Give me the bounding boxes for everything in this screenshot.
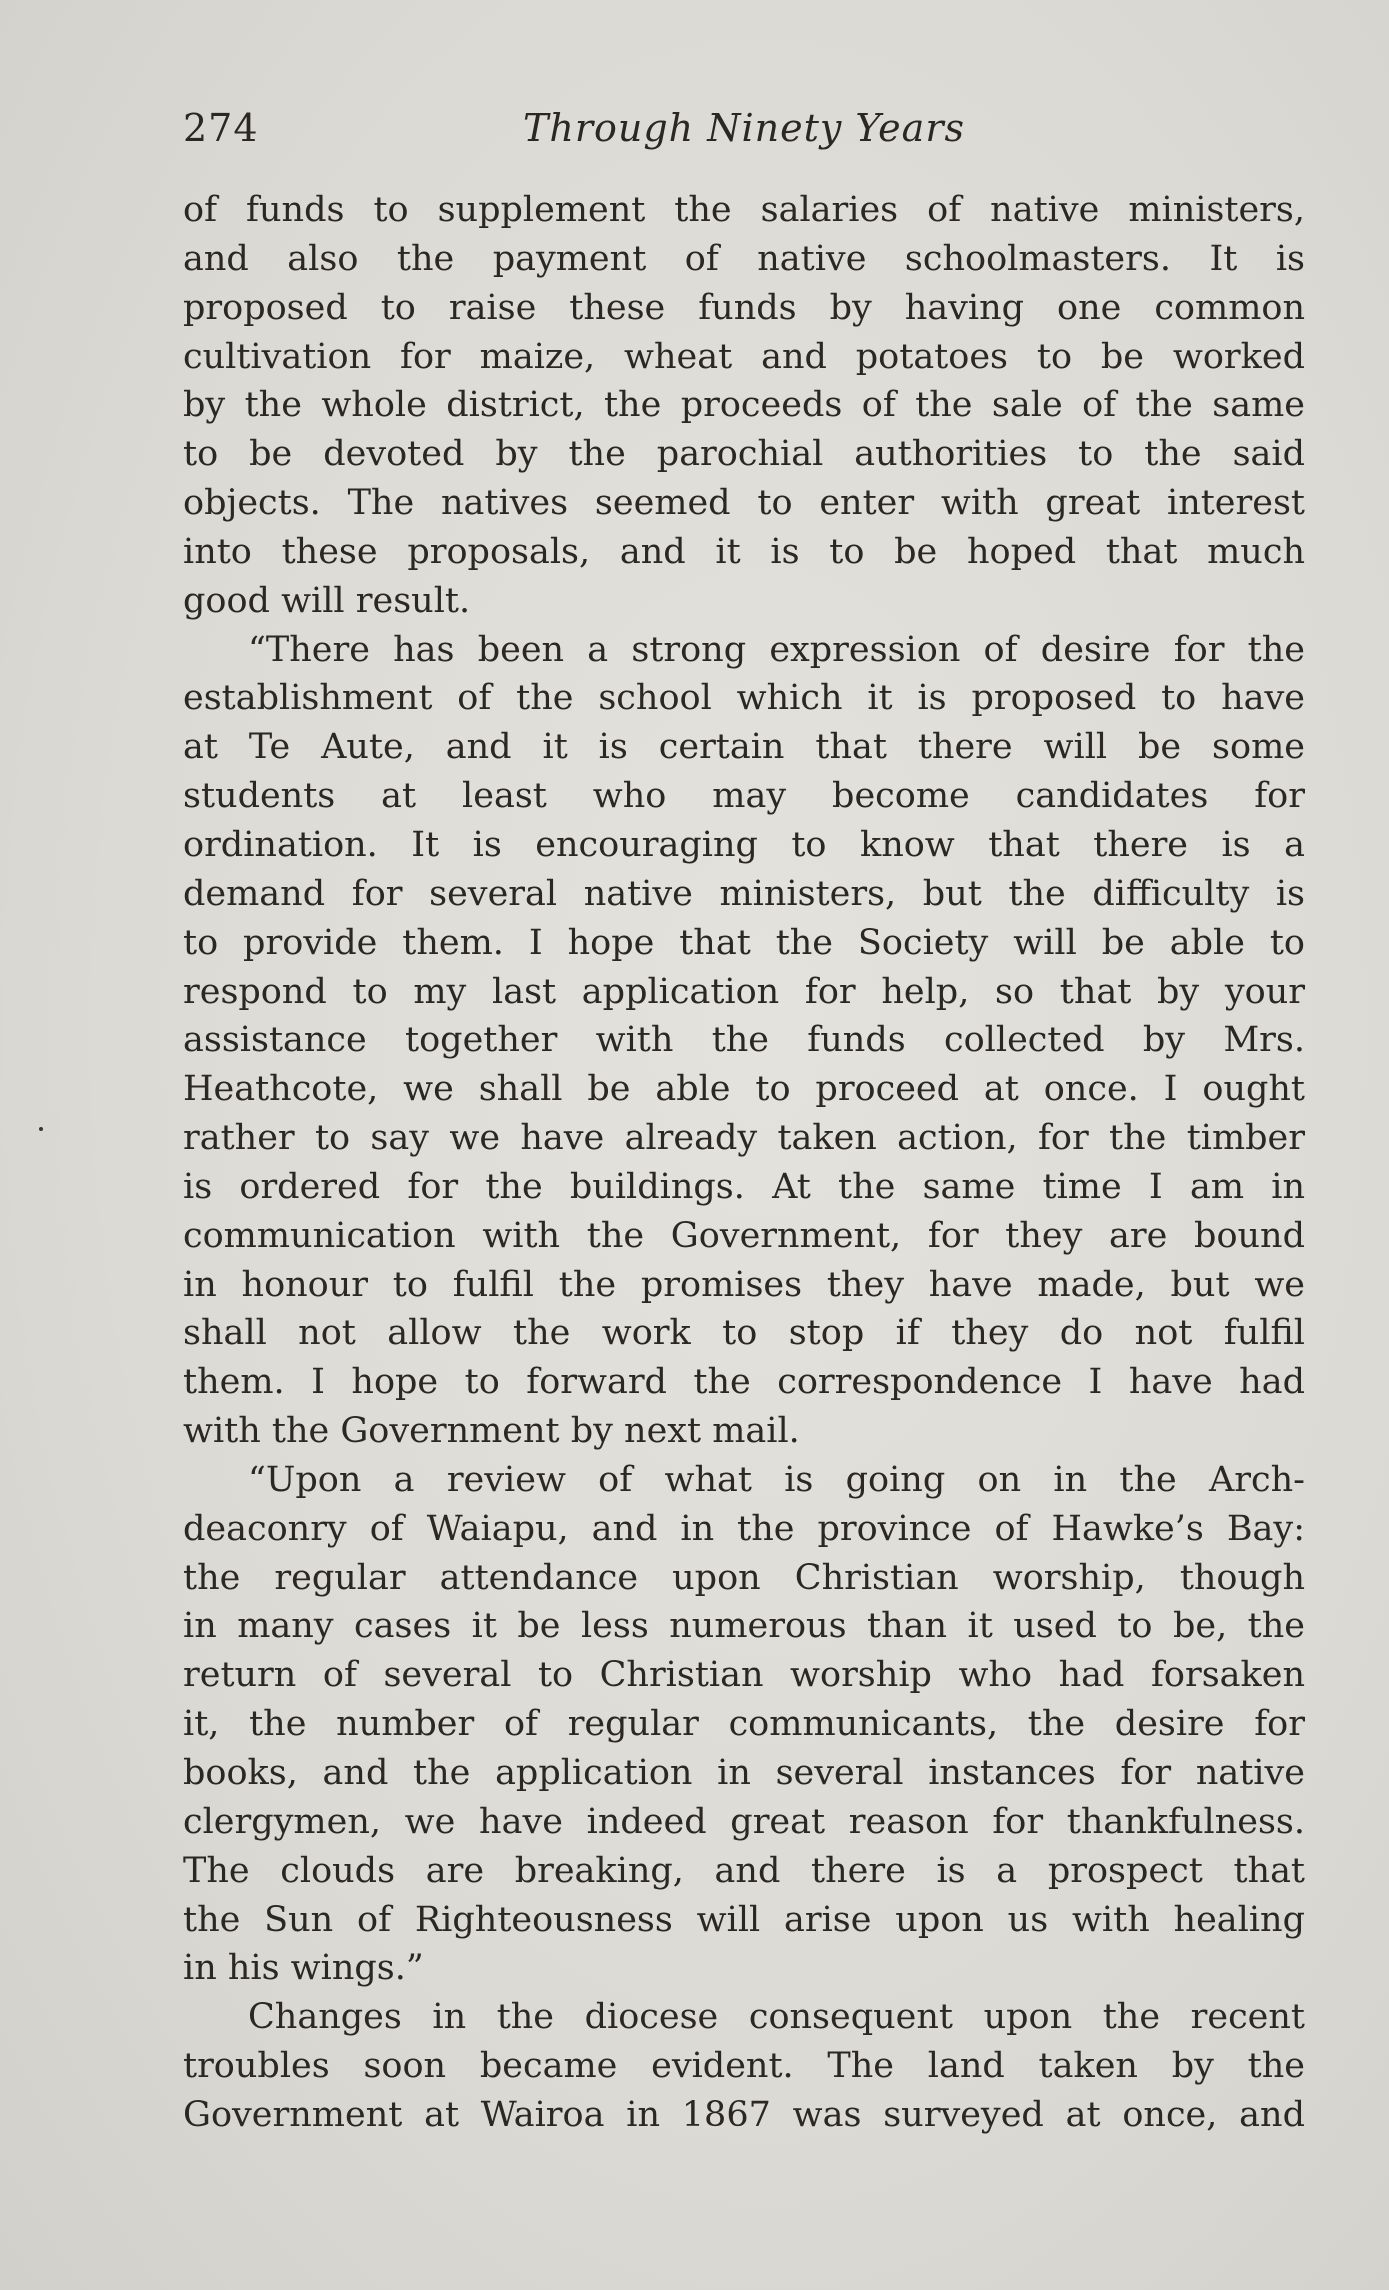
- text-line: The clouds are breaking, and there is a prospect that: [183, 1850, 1305, 1891]
- text-line: shall not allow the work to stop if they do not fulfil: [183, 1313, 1305, 1354]
- text-line: demand for several native ministers, but the difficulty is: [183, 873, 1305, 914]
- body-text: [183, 186, 1305, 2140]
- text-line: establishment of the school which it is proposed to have: [183, 678, 1305, 719]
- running-title: Through Ninety Years: [523, 106, 965, 150]
- text-line: “There has been a strong expression of desire for the: [248, 629, 1305, 670]
- text-line: of funds to supplement the salaries of native ministers,: [183, 190, 1305, 230]
- text-line: troubles soon became evident. The land taken by the: [183, 2046, 1305, 2087]
- text-line: them. I hope to forward the correspondence I have had: [183, 1362, 1305, 1403]
- margin-speck: [39, 1127, 43, 1131]
- text-line: proposed to raise these funds by having one common: [183, 287, 1305, 328]
- text-line: in many cases it be less numerous than it used to be, the: [183, 1606, 1305, 1647]
- text-line: and also the payment of native schoolmasters. It is: [183, 238, 1305, 279]
- text-line: at Te Aute, and it is certain that there will be some: [183, 727, 1305, 768]
- text-line: in his wings.”: [183, 1948, 424, 1989]
- page-number: 274: [183, 106, 259, 150]
- text-line: respond to my last application for help, so that by your: [183, 971, 1305, 1012]
- text-line: deaconry of Waiapu, and in the province of Hawke’s Bay:: [183, 1508, 1305, 1549]
- text-line: ordination. It is encouraging to know that there is a: [183, 824, 1305, 865]
- text-line: “Upon a review of what is going on in the Arch-: [248, 1459, 1305, 1500]
- text-line: return of several to Christian worship who had forsaken: [183, 1655, 1305, 1696]
- running-head: [183, 100, 1305, 160]
- text-line: Changes in the diocese consequent upon the recent: [248, 1997, 1305, 2038]
- text-line: is ordered for the buildings. At the same time I am in: [183, 1166, 1305, 1207]
- text-line: Heathcote, we shall be able to proceed at once. I ought: [183, 1069, 1305, 1110]
- text-line: to provide them. I hope that the Society will be able to: [183, 922, 1305, 963]
- text-line: rather to say we have already taken action, for the timber: [183, 1118, 1305, 1159]
- text-line: to be devoted by the parochial authorities to the said: [183, 434, 1305, 475]
- text-line: with the Government by next mail.: [183, 1411, 800, 1452]
- text-line: clergymen, we have indeed great reason for thankfulness.: [183, 1801, 1305, 1842]
- text-line: good will result.: [183, 580, 471, 621]
- text-line: by the whole district, the proceeds of the sale of the same: [183, 385, 1305, 426]
- text-line: communication with the Government, for they are bound: [183, 1215, 1305, 1256]
- text-line: the regular attendance upon Christian worship, though: [183, 1557, 1305, 1598]
- text-line: into these proposals, and it is to be hoped that much: [183, 531, 1305, 572]
- text-line: students at least who may become candidates for: [183, 776, 1305, 817]
- text-line: Government at Wairoa in 1867 was surveyed at once, and: [183, 2094, 1305, 2135]
- text-line: cultivation for maize, wheat and potatoes to be worked: [183, 336, 1305, 377]
- text-line: books, and the application in several instances for native: [183, 1753, 1305, 1793]
- text-line: it, the number of regular communicants, the desire for: [183, 1704, 1305, 1745]
- text-line: assistance together with the funds collected by Mrs.: [183, 1020, 1305, 1061]
- text-line: objects. The natives seemed to enter with great interest: [183, 483, 1305, 524]
- text-line: the Sun of Righteousness will arise upon us with healing: [183, 1899, 1305, 1940]
- text-line: in honour to fulfil the promises they have made, but we: [183, 1264, 1305, 1305]
